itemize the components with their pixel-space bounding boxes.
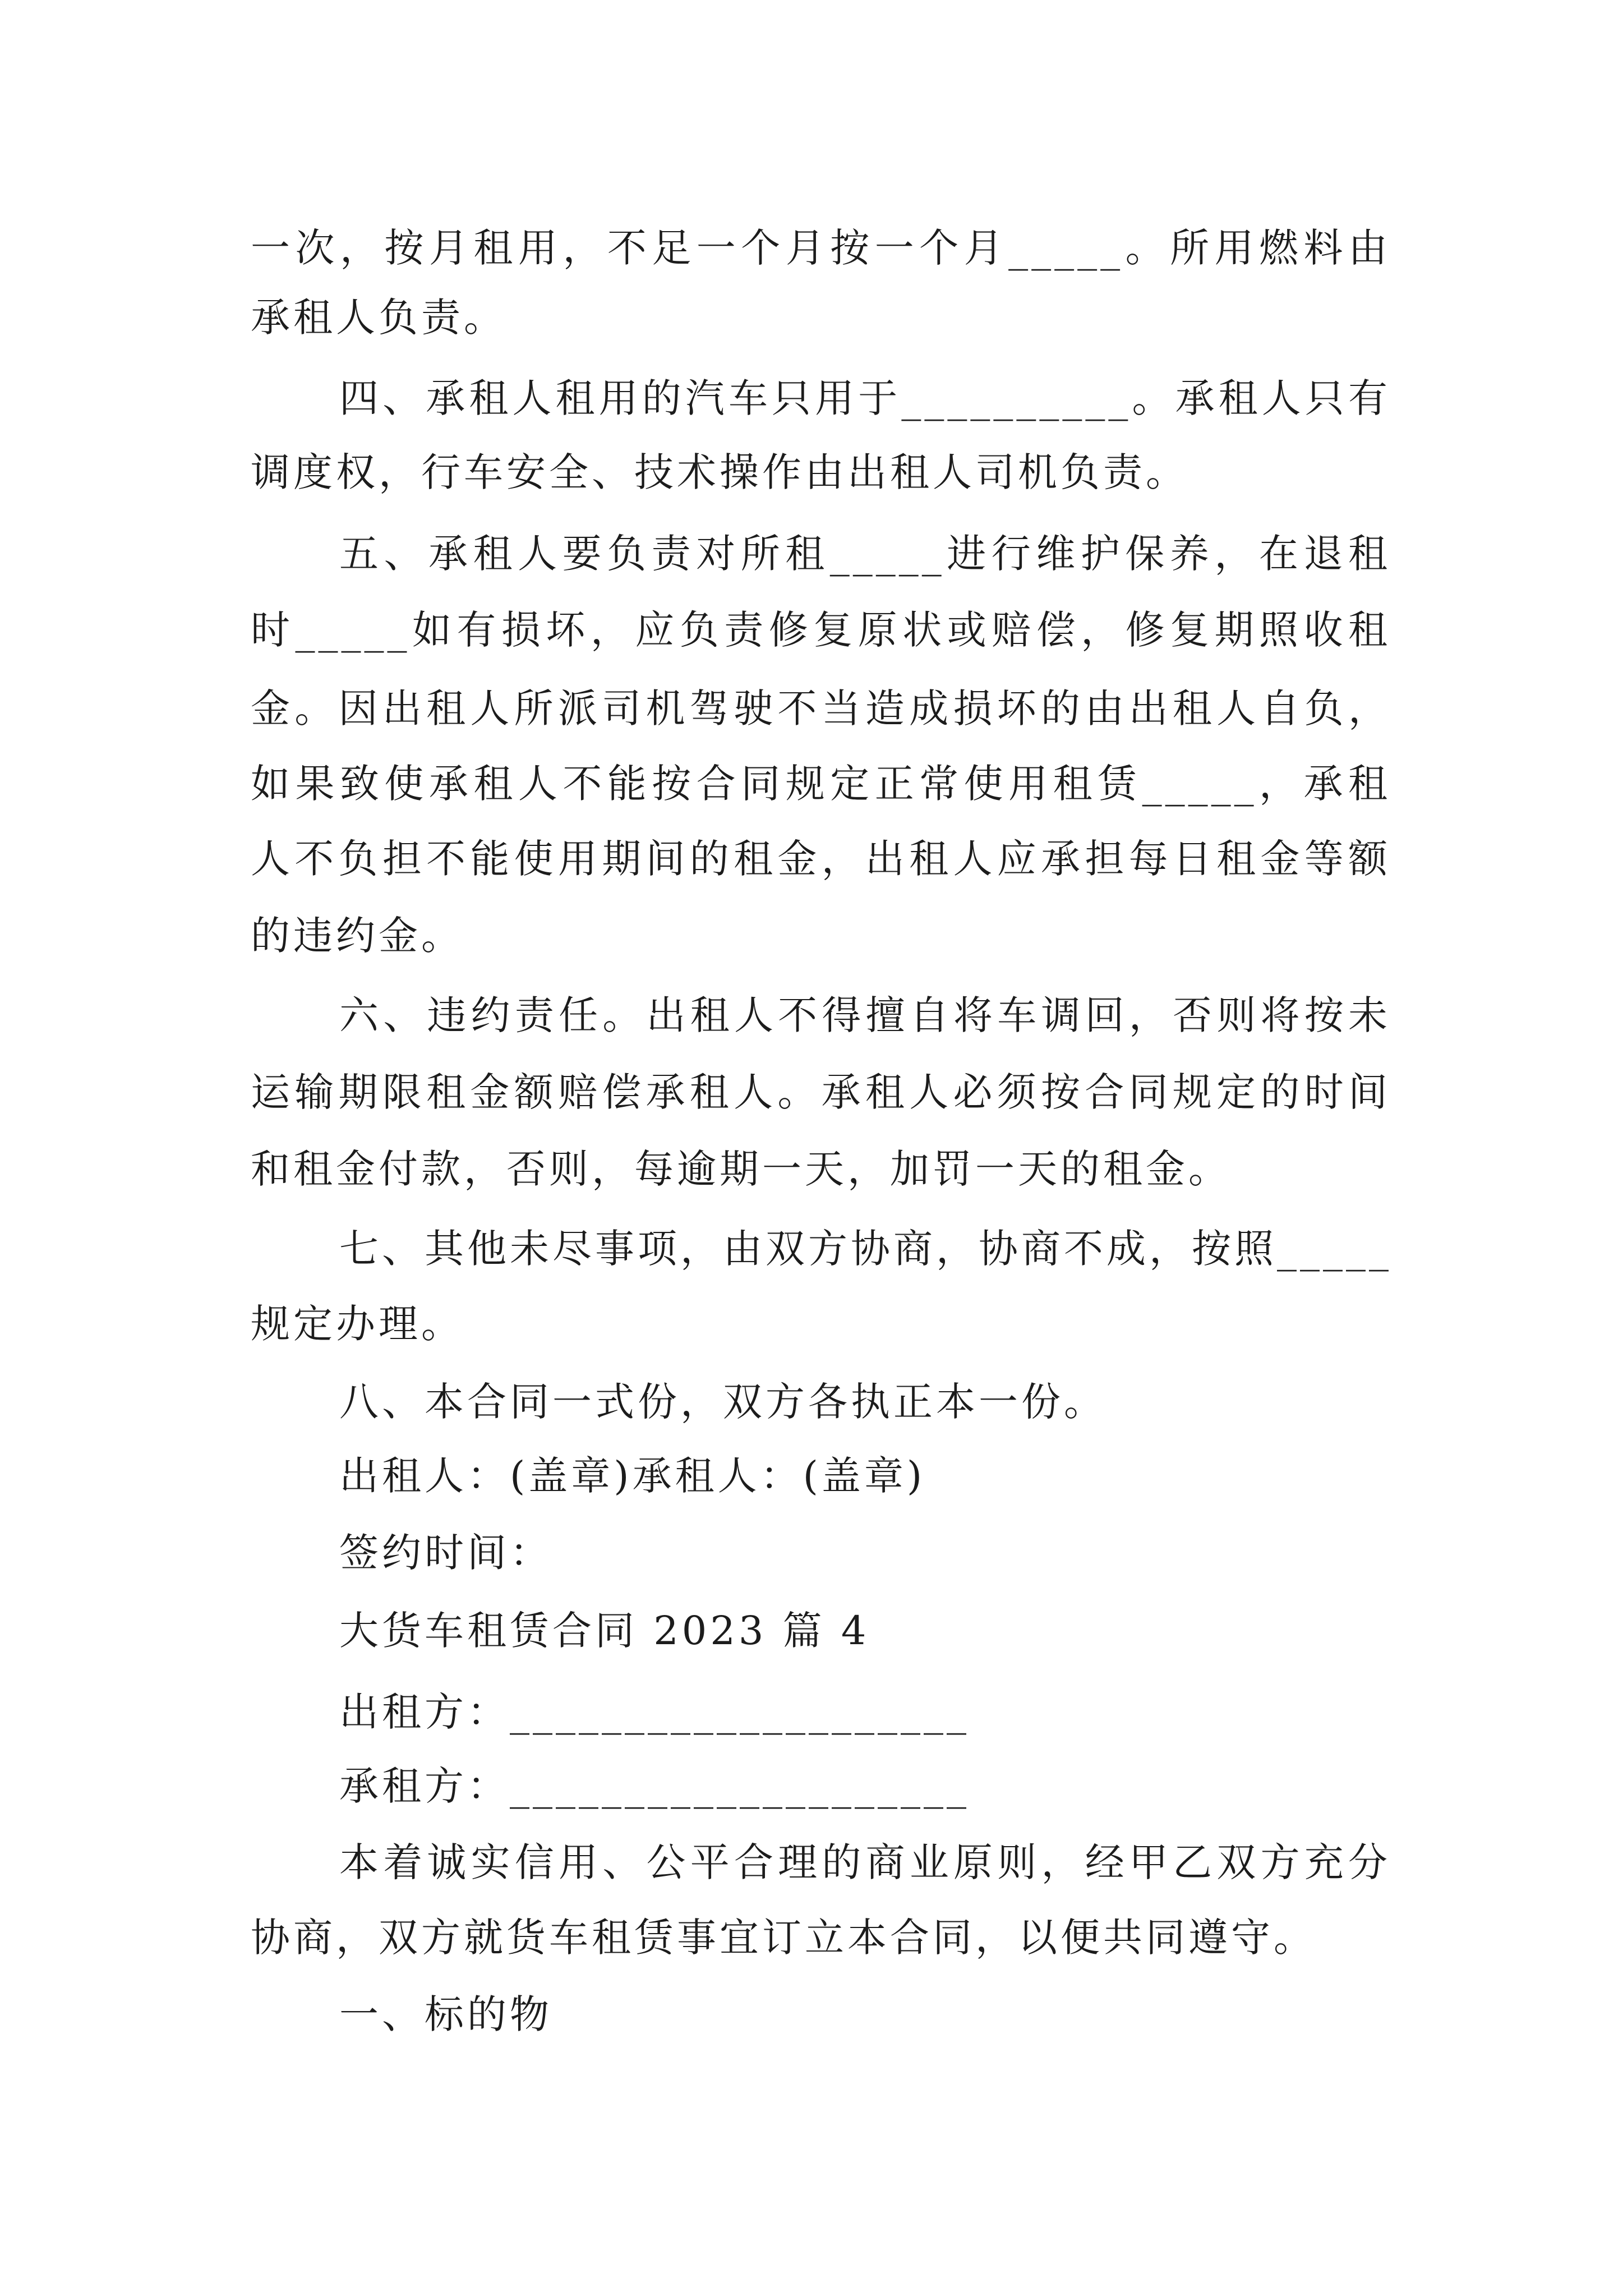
clause-5-line-3: 金。因出租人所派司机驾驶不当造成损坏的由出租人自负， bbox=[251, 685, 1391, 731]
heading-subject-matter: 一、标的物 bbox=[339, 1991, 552, 2037]
clause-7-line-1: 七、其他未尽事项，由双方协商，协商不成，按照_____ bbox=[339, 1226, 1392, 1272]
clause-5-line-5: 人不负担不能使用期间的租金，出租人应承担每日租金等额 bbox=[251, 836, 1391, 882]
clause-7-line-2: 规定办理。 bbox=[251, 1301, 464, 1347]
clause-8: 八、本合同一式份，双方各执正本一份。 bbox=[339, 1379, 1106, 1425]
clause-5-line-4: 如果致使承租人不能按合同规定正常使用租赁_____，承租 bbox=[251, 761, 1391, 807]
clause-6-line-1: 六、违约责任。出租人不得擅自将车调回，否则将按未 bbox=[339, 992, 1391, 1038]
clause-6-line-3: 和租金付款，否则，每逾期一天，加罚一天的租金。 bbox=[251, 1146, 1231, 1192]
clause-6-line-2: 运输期限租金额赔偿承租人。承租人必须按合同规定的时间 bbox=[251, 1069, 1391, 1115]
clause-5-line-1: 五、承租人要负责对所租_____进行维护保养，在退租 bbox=[339, 531, 1391, 577]
section-title: 大货车租赁合同 2023 篇 4 bbox=[339, 1608, 870, 1654]
signature-parties: 出租人：(盖章)承租人：(盖章) bbox=[339, 1453, 926, 1499]
preamble-line-2: 协商，双方就货车租赁事宜订立本合同，以便共同遵守。 bbox=[251, 1915, 1316, 1961]
lessor-field: 出租方：____________________ bbox=[339, 1689, 970, 1735]
clause-5-line-2: 时_____如有损坏，应负责修复原状或赔偿，修复期照收租 bbox=[251, 607, 1391, 653]
signing-date: 签约时间： bbox=[339, 1530, 552, 1576]
clause-3-line-2: 一次，按月租用，不足一个月按一个月_____。所用燃料由 bbox=[251, 225, 1391, 271]
clause-4-line-1: 四、承租人租用的汽车只用于__________。承租人只有 bbox=[339, 375, 1391, 421]
clause-3-line-3: 承租人负责。 bbox=[251, 295, 506, 341]
clause-4-line-2: 调度权，行车安全、技术操作由出租人司机负责。 bbox=[251, 449, 1188, 495]
clause-5-line-6: 的违约金。 bbox=[251, 913, 464, 959]
lessee-field: 承租方：____________________ bbox=[339, 1763, 970, 1809]
preamble-line-1: 本着诚实信用、公平合理的商业原则，经甲乙双方充分 bbox=[339, 1839, 1391, 1885]
